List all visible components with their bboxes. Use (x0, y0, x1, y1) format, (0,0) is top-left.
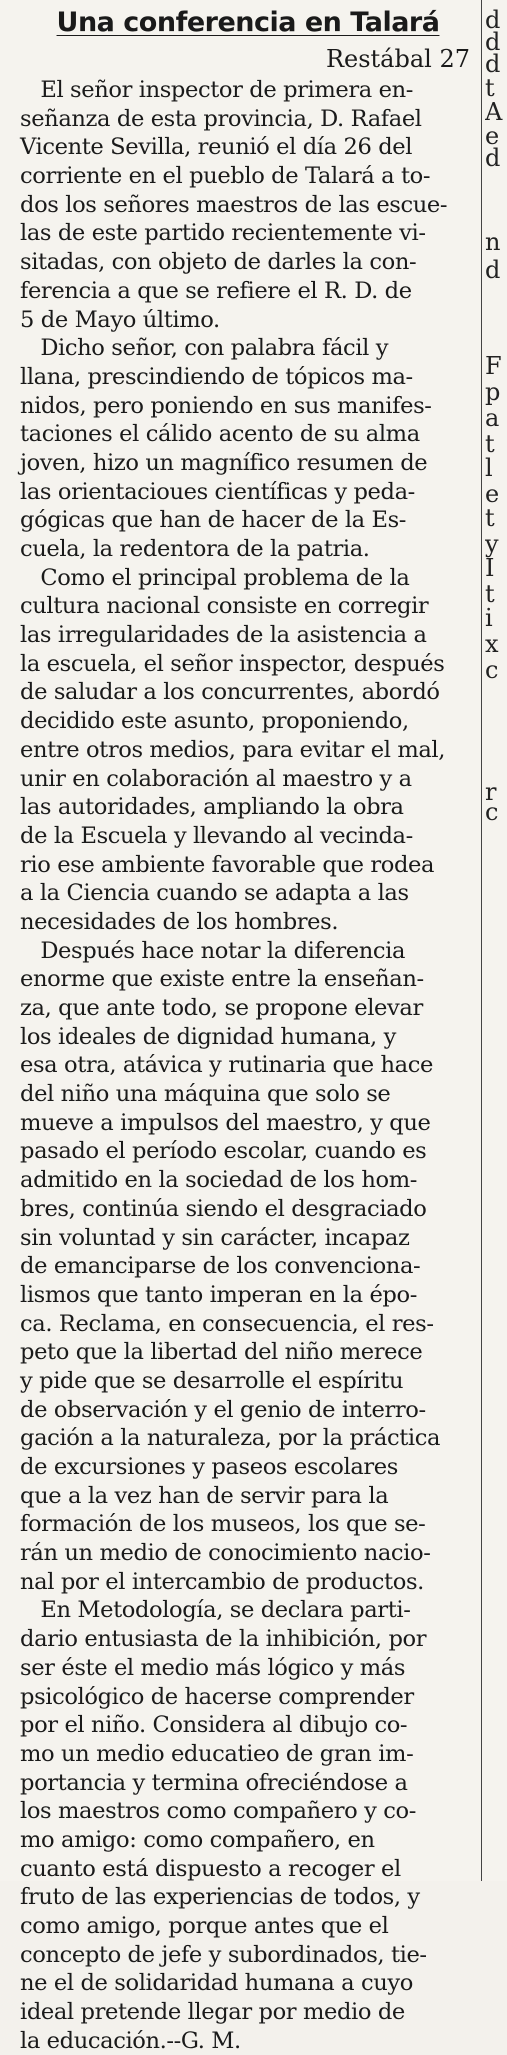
margin-fragment: F (485, 352, 502, 380)
text-line: mueve a impulsos del maestro, y que (20, 1109, 431, 1136)
text-line: enorme que existe entre la enseñan- (20, 966, 424, 993)
margin-fragment: y (485, 530, 499, 558)
margin-fragment: d (485, 50, 501, 78)
text-line: que a la vez han de servir para la (20, 1482, 389, 1509)
text-line: En Metodología, se declara parti- (20, 1597, 411, 1624)
margin-fragment: n (485, 228, 501, 256)
text-line: nal por el intercambio de productos. (20, 1568, 424, 1595)
text-line: Vicente Sevilla, reunió el día 26 del (20, 134, 413, 161)
text-line: sitadas, con objeto de darles la con- (20, 249, 417, 276)
text-line: las orientacioues científicas y peda- (20, 478, 415, 505)
text-line: ferencia a que se refiere el R. D. de (20, 277, 412, 304)
article (20, 4, 476, 2055)
text-line: fruto de las experiencias de todos, y (20, 1884, 420, 1911)
article-paragraph (20, 1596, 476, 2055)
text-line: gación a la naturaleza, por la práctica (20, 1425, 441, 1452)
article-headline: Una conferencia en Talará (56, 7, 440, 38)
text-line: El señor inspector de primera en- (20, 77, 413, 103)
text-line: por el niño. Considera al dibujo co- (20, 1712, 408, 1739)
text-line: rio ese ambiente favorable que rodea (20, 851, 435, 878)
text-line: dario entusiasta de la inhibición, por (20, 1626, 427, 1653)
text-line: ideal pretende llegar por medio de (20, 1999, 405, 2026)
margin-fragment: c (485, 798, 499, 826)
article-paragraph (20, 937, 476, 1597)
text-line: y pide que se desarrolle el espíritu (20, 1367, 404, 1394)
text-line: decidido este asunto, proponiendo, (20, 708, 409, 735)
column-divider (481, 0, 482, 1881)
margin-fragment: d (485, 256, 501, 284)
margin-fragment: I (485, 554, 495, 582)
text-line: las irregularidades de la asistencia a (20, 622, 427, 649)
text-line: ca. Reclama, en consecuencia, el res- (20, 1310, 434, 1337)
text-line: lismos que tanto imperan en la épo- (20, 1281, 417, 1308)
text-line: los ideales de dignidad humana, y (20, 1023, 396, 1050)
text-line: mo amigo: como compañero, en (20, 1826, 375, 1853)
margin-fragment: i (485, 604, 493, 632)
article-paragraph (20, 76, 476, 334)
margin-fragment: p (485, 378, 501, 406)
text-line: ser éste el medio más lógico y más (20, 1654, 406, 1681)
text-line: las de este partido recientemente vi- (20, 220, 426, 247)
text-line: portancia y termina ofreciéndose a (20, 1769, 408, 1796)
text-line: esa otra, atávica y rutinaria que hace (20, 1052, 433, 1079)
margin-fragment: t (485, 504, 495, 532)
text-line: gógicas que han de hacer de la Es- (20, 507, 407, 534)
margin-fragment: t (485, 580, 495, 608)
text-line: como amigo, porque antes que el (20, 1913, 389, 1939)
margin-fragment: t (485, 74, 495, 102)
text-line: los maestros como compañero y co- (20, 1798, 416, 1825)
margin-fragment: A (485, 98, 503, 126)
margin-fragment: a (485, 404, 500, 432)
text-line: concepto de jefe y subordinados, tie- (20, 1941, 427, 1968)
text-line: pasado el período escolar, cuando es (20, 1138, 427, 1165)
text-line: cuanto está dispuesto a recoger el (20, 1855, 401, 1882)
margin-fragment: e (485, 480, 500, 508)
margin-fragment: e (485, 122, 500, 150)
margin-fragment: t (485, 430, 495, 458)
text-line: necesidades de los hombres. (20, 908, 339, 935)
text-line: entre otros medios, para evitar el mal, (20, 736, 446, 763)
text-line: cuela, la redentora de la patria. (20, 536, 370, 562)
text-line: Como el principal problema de la (20, 564, 410, 591)
text-line: de observación y el genio de interro- (20, 1396, 426, 1423)
text-line: Dicho señor, con palabra fácil y (20, 335, 389, 362)
text-line: dos los señores maestros de las escue- (20, 191, 448, 218)
article-dateline: Restábal 27 (325, 45, 470, 73)
text-line: unir en colaboración al maestro y a (20, 765, 412, 792)
article-paragraph (20, 334, 476, 564)
text-line: bres, continúa siendo el desgraciado (20, 1195, 427, 1222)
text-line: admitido en la sociedad de los hom- (20, 1167, 417, 1194)
text-line: Después hace notar la diferencia (20, 937, 406, 964)
text-line: a la Ciencia cuando se adapta a las (20, 880, 409, 907)
text-line: sin voluntad y sin carácter, incapaz (20, 1224, 410, 1251)
text-line: la escuela, el señor inspector, después (20, 650, 445, 677)
margin-fragment: r (485, 778, 497, 806)
text-line: taciones el cálido acento de su alma (20, 421, 420, 448)
margin-fragment: c (485, 656, 499, 684)
text-line: rán un medio de conocimiento nacio- (20, 1540, 431, 1567)
margin-fragment: d (485, 6, 501, 34)
text-line: la educación.--G. M. (20, 2027, 241, 2054)
previous-column-fragment (0, 0, 16, 1881)
text-line: del niño una máquina que solo se (20, 1081, 391, 1108)
text-line: cultura nacional consiste en corregir (20, 593, 429, 620)
text-line: peto que la libertad del niño merece (20, 1339, 423, 1366)
text-line: de emanciparse de los convenciona- (20, 1253, 421, 1280)
margin-fragment: d (485, 144, 501, 172)
article-body (20, 76, 476, 2055)
text-line: llana, prescindiendo de tópicos ma- (20, 363, 413, 390)
text-line: 5 de Mayo último. (20, 306, 220, 333)
text-line: de la Escuela y llevando al vecinda- (20, 822, 413, 849)
text-line: de saludar a los concurrentes, abordó (20, 679, 440, 706)
text-line: formación de los museos, los que se- (20, 1511, 426, 1538)
text-line: de excursiones y paseos escolares (20, 1454, 398, 1480)
text-line: señanza de esta provincia, D. Rafael (20, 105, 422, 132)
next-column-fragment (485, 0, 507, 1881)
text-line: psicológico de hacerse comprender (20, 1683, 414, 1710)
text-line: nidos, pero poniendo en sus manifes- (20, 392, 432, 419)
margin-fragment: d (485, 28, 501, 56)
text-line: corriente en el pueblo de Talará a to- (20, 163, 431, 190)
text-line: mo un medio educatieo de gran im- (20, 1740, 414, 1767)
text-line: za, que ante todo, se propone elevar (20, 995, 423, 1021)
article-paragraph (20, 564, 476, 937)
text-line: las autoridades, ampliando la obra (20, 794, 404, 821)
text-line: joven, hizo un magnífico resumen de (20, 449, 428, 476)
margin-fragment: x (485, 630, 499, 658)
margin-fragment: l (485, 454, 493, 482)
text-line: ne el de solidaridad humana a cuyo (20, 1970, 413, 1997)
